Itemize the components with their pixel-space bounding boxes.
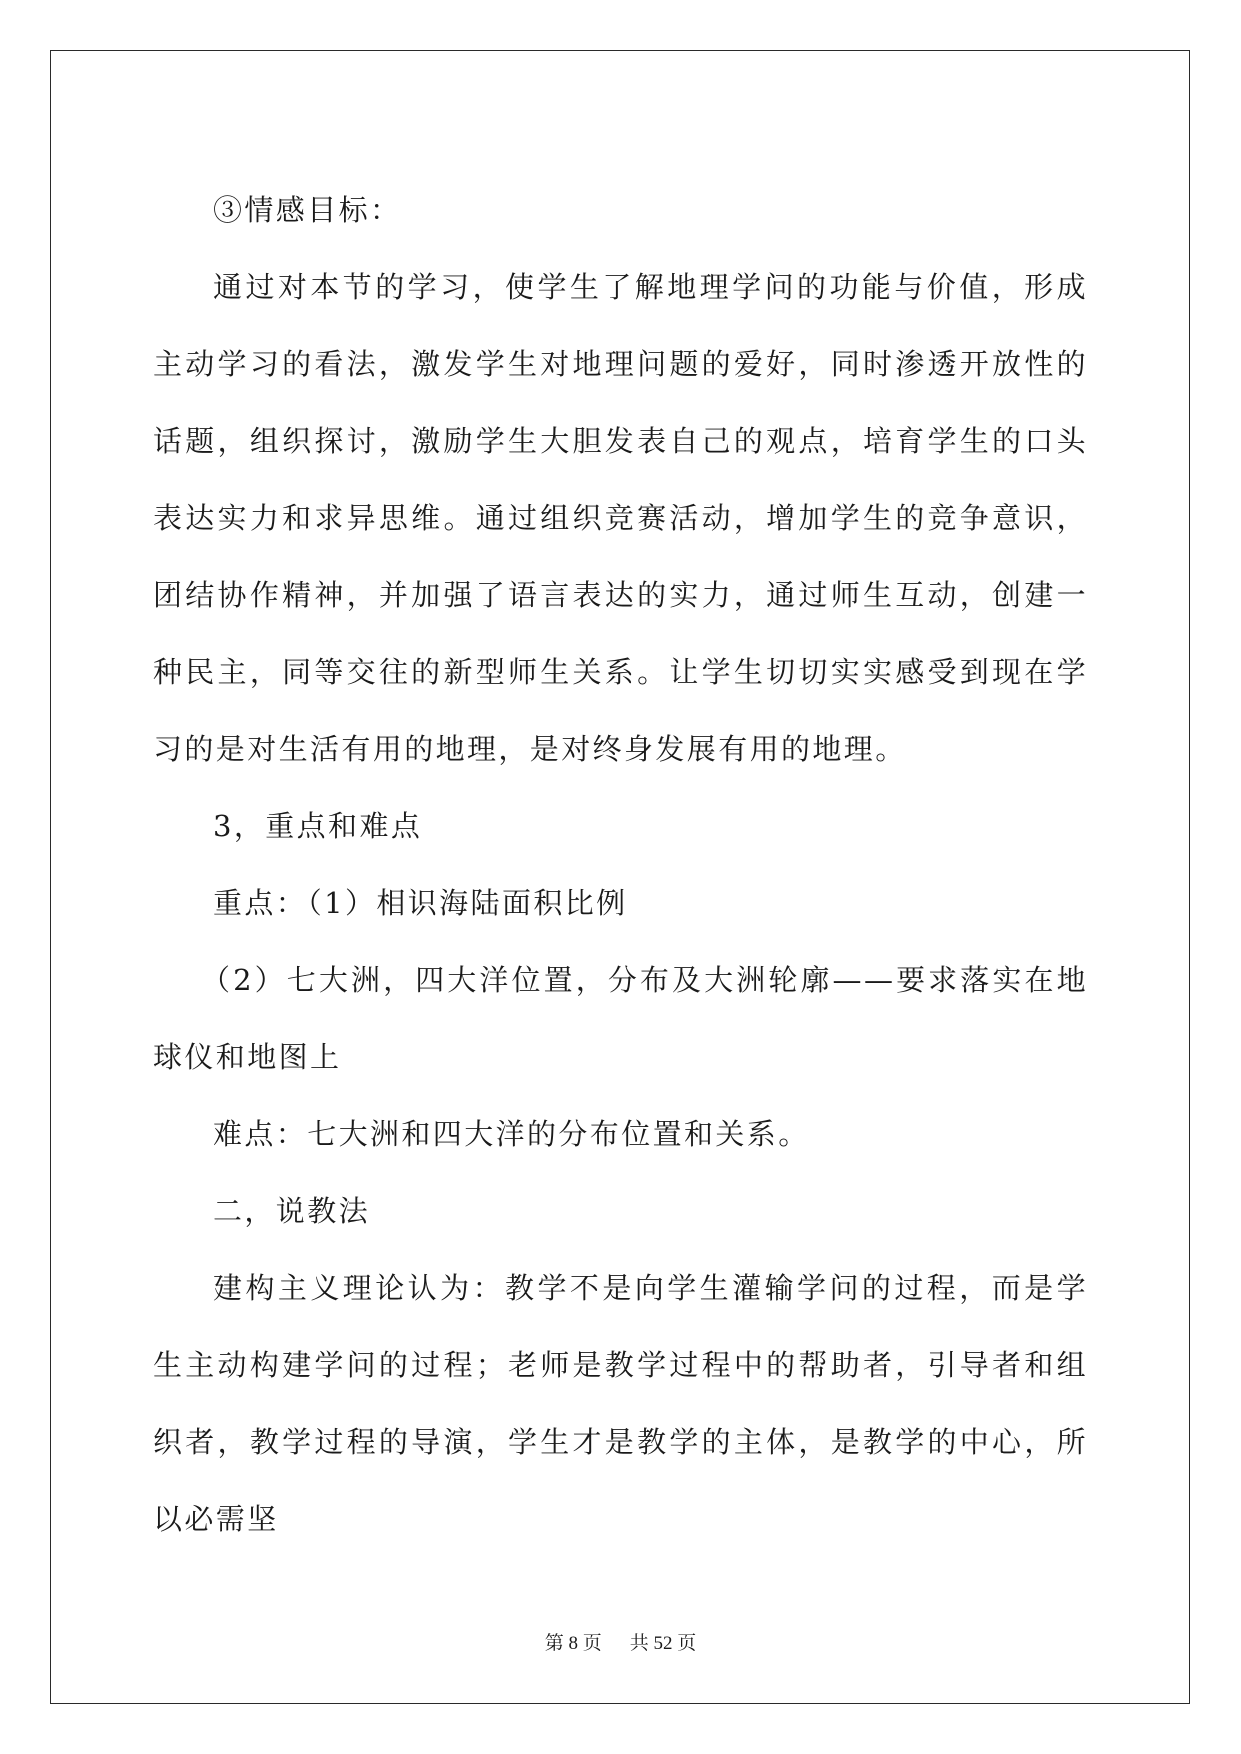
page-footer <box>0 1628 1241 1655</box>
document-body <box>153 172 1088 1558</box>
paragraph-emotion-goal-body: 通过对本节的学习，使学生了解地理学问的功能与价值，形成主动学习的看法，激发学生对地理问题的爱好，同时渗透开放性的话题，组织探讨，激励学生大胆发表自己的观点，培育学生的口头表达实力和求异思维。通过组织竞赛活动，增加学生的竞争意识，团结协作精神，并加强了语言表达的实力，通过师生互动，创建一种民主，同等交往的新型师生关系。让学生切切实实感受到现在学习的是对生活有用的地理，是对终身发展有用的地理。 <box>153 270 1088 766</box>
paragraph-key-point-1: 重点：（1）相识海陆面积比例 <box>213 886 628 920</box>
page-number: 第 8 页 <box>544 1633 602 1654</box>
heading-teaching-method: 二，说教法 <box>213 1194 371 1228</box>
page-total: 共 52 页 <box>629 1633 697 1654</box>
heading-emotion-goal: ③情感目标： <box>213 193 402 227</box>
heading-key-points: 3，重点和难点 <box>213 809 423 843</box>
paragraph-difficult-point: 难点：七大洲和四大洋的分布位置和关系。 <box>213 1117 810 1151</box>
paragraph-key-point-2: （2）七大洲，四大洋位置，分布及大洲轮廓——要求落实在地球仪和地图上 <box>153 963 1088 1074</box>
paragraph-constructivism: 建构主义理论认为：教学不是向学生灌输学问的过程，而是学生主动构建学问的过程；老师是教学过程中的帮助者，引导者和组织者，教学过程的导演，学生才是教学的主体，是教学的中心，所以必需坚 <box>153 1271 1088 1536</box>
